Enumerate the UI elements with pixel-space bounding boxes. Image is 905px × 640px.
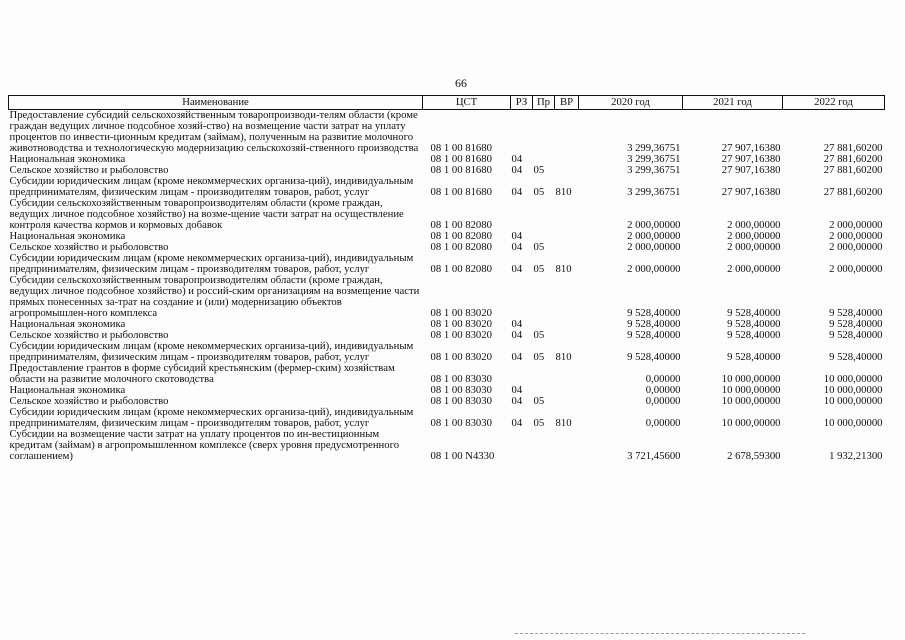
cell-cst: 08 1 00 83020: [430, 351, 492, 363]
cell-name: Предоставление грантов в форме субсидий крестьянским (фермер-ским) хозяйствам области на развитие молочного скотоводства: [9, 362, 395, 385]
cell-y2021: 9 528,40000: [727, 351, 781, 363]
cell-cst: 08 1 00 82080: [430, 241, 492, 253]
cell-y2021: 2 000,00000: [727, 219, 781, 231]
cell-y2022: 1 932,21300: [829, 450, 883, 462]
cell-name: Субсидии на возмещение части затрат на уплату процентов по ин-вестиционным кредитам (займам) в агропромышленном комплексе (сверх уровня предусмотренного соглашением): [9, 428, 400, 462]
cell-name: Сельское хозяйство и рыболовство: [9, 329, 169, 341]
cell-vr: [555, 165, 579, 176]
cell-rz: 04: [511, 164, 523, 176]
cell-y2021: 10 000,00000: [721, 395, 781, 407]
cell-y2020: 9 528,40000: [627, 351, 681, 363]
cell-pr: [533, 363, 555, 385]
cell-name: Сельское хозяйство и рыболовство: [9, 164, 169, 176]
table-header-row: [9, 96, 885, 110]
cell-name: Национальная экономика: [9, 230, 126, 242]
cell-y2022: 10 000,00000: [823, 373, 883, 385]
table-row: [9, 429, 885, 462]
cell-vr: [555, 231, 579, 242]
cell-y2022: 9 528,40000: [829, 318, 883, 330]
cell-cst: 08 1 00 83020: [430, 318, 492, 330]
header-rz: РЗ: [511, 96, 533, 110]
cell-vr: [555, 110, 579, 155]
cell-cst: 08 1 00 83020: [430, 307, 492, 319]
cell-y2022: 2 000,00000: [829, 263, 883, 275]
cell-y2021: 10 000,00000: [721, 417, 781, 429]
cell-y2021: 2 678,59300: [727, 450, 781, 462]
cell-vr: [555, 319, 579, 330]
cell-cst: 08 1 00 83030: [430, 395, 492, 407]
cell-pr: [533, 198, 555, 231]
cell-y2021: 2 000,00000: [727, 241, 781, 253]
table-row: [9, 275, 885, 319]
cell-y2022: 2 000,00000: [829, 219, 883, 231]
cell-cst: 08 1 00 82080: [430, 263, 492, 275]
cell-rz: [511, 429, 533, 462]
cell-name: Национальная экономика: [9, 384, 126, 396]
cell-vr: [555, 429, 579, 462]
table-row: [9, 253, 885, 275]
cell-y2021: 27 907,16380: [721, 142, 781, 154]
header-2021: 2021 год: [683, 96, 783, 110]
table-row: [9, 341, 885, 363]
cell-pr: 05: [533, 241, 545, 253]
cell-name: Субсидии юридическим лицам (кроме некоммерческих организа-ций), индивидуальным предпринимателям, физическим лицам - производителям товаров, работ, услуг: [9, 252, 414, 275]
cell-vr: [555, 363, 579, 385]
cell-y2021: 2 000,00000: [727, 263, 781, 275]
cell-y2022: 27 881,60200: [823, 164, 883, 176]
cell-y2020: 3 299,36751: [627, 142, 681, 154]
cell-y2021: 27 907,16380: [721, 153, 781, 165]
cell-y2022: 27 881,60200: [823, 186, 883, 198]
cell-name: Сельское хозяйство и рыболовство: [9, 395, 169, 407]
cell-rz: 04: [511, 395, 523, 407]
cell-rz: [511, 275, 533, 319]
cell-y2021: 9 528,40000: [727, 307, 781, 319]
cell-rz: 04: [511, 153, 523, 165]
cell-y2021: 10 000,00000: [721, 384, 781, 396]
cell-name: Предоставление субсидий сельскохозяйственным товаропроизводи-телям области (кроме граждан ведущих личное подсобное хозяй-ство) на возмещение части затрат на уплату процентов по инвести-ционным кредитам (займам), полученным на развитие молочного животноводства и технологическую модернизацию сельскохозяй-ственного производства: [9, 109, 419, 154]
cell-y2020: 0,00000: [645, 373, 681, 385]
cell-y2020: 3 299,36751: [627, 153, 681, 165]
cell-y2020: 2 000,00000: [627, 241, 681, 253]
header-cst: ЦСТ: [423, 96, 511, 110]
cell-y2022: 9 528,40000: [829, 351, 883, 363]
cell-name: Национальная экономика: [9, 153, 126, 165]
header-name: Наименование: [9, 96, 423, 110]
cell-rz: [511, 198, 533, 231]
table-row: [9, 198, 885, 231]
cell-cst: 08 1 00 81680: [430, 164, 492, 176]
cell-rz: 04: [511, 263, 523, 275]
table-row: [9, 363, 885, 385]
cell-y2022: 9 528,40000: [829, 329, 883, 341]
table-row: [9, 110, 885, 155]
cell-y2022: 27 881,60200: [823, 153, 883, 165]
cell-rz: 04: [511, 384, 523, 396]
cell-y2022: 9 528,40000: [829, 307, 883, 319]
cell-pr: [533, 110, 555, 155]
cell-cst: 08 1 00 82080: [430, 230, 492, 242]
cell-y2020: 3 721,45600: [627, 450, 681, 462]
cell-y2020: 0,00000: [645, 384, 681, 396]
budget-table: [8, 95, 885, 462]
page-number: 66: [455, 76, 467, 90]
cell-y2022: 10 000,00000: [823, 384, 883, 396]
cell-y2020: 0,00000: [645, 417, 681, 429]
cell-y2020: 3 299,36751: [627, 164, 681, 176]
cell-y2022: 10 000,00000: [823, 395, 883, 407]
table-row: [9, 407, 885, 429]
cell-pr: [533, 429, 555, 462]
cell-rz: 04: [511, 230, 523, 242]
cell-cst: 08 1 00 83020: [430, 329, 492, 341]
cell-y2020: 2 000,00000: [627, 263, 681, 275]
cell-pr: [533, 275, 555, 319]
cell-y2021: 27 907,16380: [721, 186, 781, 198]
cell-pr: 05: [533, 164, 545, 176]
cell-vr: [555, 275, 579, 319]
cell-pr: 05: [533, 263, 545, 275]
cell-vr: 810: [555, 186, 572, 198]
cell-vr: [555, 198, 579, 231]
cell-rz: 04: [511, 417, 523, 429]
cell-y2020: 9 528,40000: [627, 307, 681, 319]
cell-vr: [555, 396, 579, 407]
cell-vr: [555, 330, 579, 341]
cell-vr: [555, 385, 579, 396]
cell-y2021: 10 000,00000: [721, 373, 781, 385]
cell-cst: 08 1 00 82080: [430, 219, 492, 231]
cell-y2021: 27 907,16380: [721, 164, 781, 176]
cell-rz: 04: [511, 329, 523, 341]
cell-name: Субсидии юридическим лицам (кроме некоммерческих организа-ций), индивидуальным предпринимателям, физическим лицам - производителям товаров, работ, услуг: [9, 406, 414, 429]
cell-rz: [511, 110, 533, 155]
table-row: [9, 176, 885, 198]
cell-y2022: 2 000,00000: [829, 230, 883, 242]
cell-cst: 08 1 00 N4330: [430, 450, 495, 462]
cell-name: Сельское хозяйство и рыболовство: [9, 241, 169, 253]
cell-pr: 05: [533, 186, 545, 198]
header-2020: 2020 год: [579, 96, 683, 110]
cell-pr: 05: [533, 417, 545, 429]
cell-y2020: 0,00000: [645, 395, 681, 407]
cell-vr: [555, 242, 579, 253]
scan-artifact-line: [515, 633, 805, 635]
cell-rz: 04: [511, 318, 523, 330]
cell-vr: 810: [555, 417, 572, 429]
cell-pr: 05: [533, 351, 545, 363]
cell-name: Субсидии сельскохозяйственным товаропроизводителям области (кроме граждан, ведущих личное подсобное хозяйство) и россий-ским организациям на возмещение части прямых понесенных за-трат на создание и (или) модернизацию объектов агропромышлен-ного комплекса: [9, 274, 420, 319]
cell-y2020: 2 000,00000: [627, 230, 681, 242]
cell-y2022: 27 881,60200: [823, 142, 883, 154]
table-body: [9, 110, 885, 463]
cell-vr: 810: [555, 351, 572, 363]
cell-y2021: 9 528,40000: [727, 329, 781, 341]
cell-y2022: 2 000,00000: [829, 241, 883, 253]
cell-rz: 04: [511, 241, 523, 253]
cell-cst: 08 1 00 83030: [430, 384, 492, 396]
cell-name: Субсидии юридическим лицам (кроме некоммерческих организа-ций), индивидуальным предпринимателям, физическим лицам - производителям товаров, работ, услуг: [9, 340, 414, 363]
cell-pr: 05: [533, 395, 545, 407]
cell-y2020: 2 000,00000: [627, 219, 681, 231]
cell-cst: 08 1 00 83030: [430, 417, 492, 429]
cell-name: Субсидии юридическим лицам (кроме некоммерческих организа-ций), индивидуальным предпринимателям, физическим лицам - производителям товаров, работ, услуг: [9, 175, 414, 198]
cell-vr: [555, 154, 579, 165]
cell-y2020: 3 299,36751: [627, 186, 681, 198]
header-2022: 2022 год: [783, 96, 885, 110]
cell-cst: 08 1 00 81680: [430, 142, 492, 154]
cell-y2021: 9 528,40000: [727, 318, 781, 330]
cell-vr: 810: [555, 263, 572, 275]
cell-y2020: 9 528,40000: [627, 318, 681, 330]
cell-rz: [511, 363, 533, 385]
cell-cst: 08 1 00 81680: [430, 186, 492, 198]
cell-y2020: 9 528,40000: [627, 329, 681, 341]
cell-rz: 04: [511, 186, 523, 198]
cell-cst: 08 1 00 81680: [430, 153, 492, 165]
header-vr: ВР: [555, 96, 579, 110]
cell-rz: 04: [511, 351, 523, 363]
cell-name: Национальная экономика: [9, 318, 126, 330]
cell-pr: 05: [533, 329, 545, 341]
cell-cst: 08 1 00 83030: [430, 373, 492, 385]
header-pr: Пр: [533, 96, 555, 110]
cell-name: Субсидии сельскохозяйственным товаропроизводителям области (кроме граждан, ведущих личное подсобное хозяйство) на возме-щение части затрат на осуществление контроля качества кормов и кормовых добавок: [9, 197, 404, 231]
cell-y2021: 2 000,00000: [727, 230, 781, 242]
cell-y2022: 10 000,00000: [823, 417, 883, 429]
